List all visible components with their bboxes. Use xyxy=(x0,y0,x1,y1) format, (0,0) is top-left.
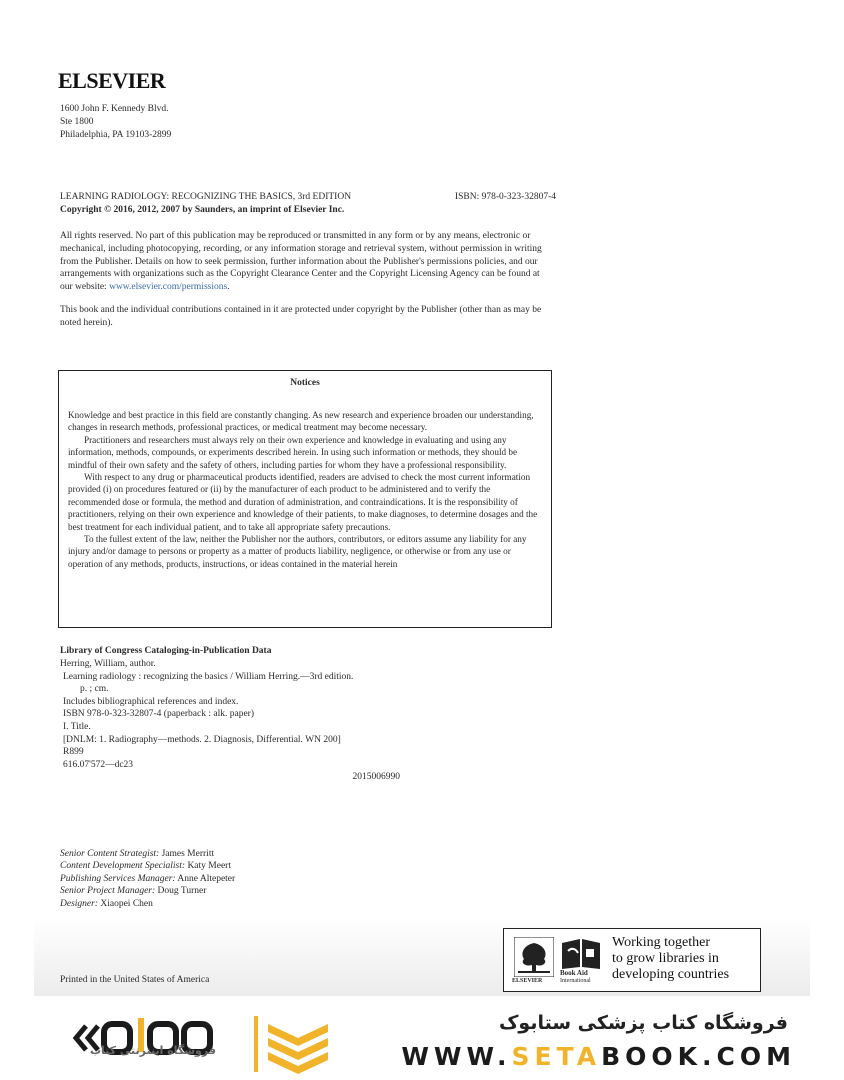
publisher-address xyxy=(60,103,171,142)
rights-tail: . xyxy=(227,282,230,293)
credit-name: Katy Meert xyxy=(187,861,231,872)
message-line: Working together xyxy=(612,935,711,950)
book-aid-logo-icon xyxy=(560,937,602,971)
credit-line xyxy=(60,898,235,910)
credit-role: Content Development Specialist: xyxy=(60,861,186,872)
cip-heading: Library of Congress Cataloging-in-Publication Data xyxy=(60,646,272,656)
credit-role: Designer: xyxy=(60,898,98,909)
rights-paragraph xyxy=(60,230,554,294)
credit-line xyxy=(60,885,235,897)
publisher-logo: ELSEVIER xyxy=(58,68,166,93)
credit-line xyxy=(60,860,235,872)
setabook-logo-subtitle: فروشگاه اینترنتی کتاب xyxy=(90,1044,216,1057)
permissions-link[interactable]: www.elsevier.com/permissions xyxy=(109,282,228,293)
message-line: to grow libraries in xyxy=(612,951,719,966)
store-watermark xyxy=(0,1000,844,1080)
url-prefix: WWW. xyxy=(401,1042,512,1071)
book-aid-message xyxy=(612,935,729,983)
notice-paragraph: Practitioners and researchers must always rely on their own experience and knowledge in evaluating and using any information, methods, compounds, or experiments described herein. In using such information or methods, they should be mindful of their own safety and the safety of others, including parties for whom they have a professional responsibility. xyxy=(68,434,518,470)
address-line: Ste 1800 xyxy=(60,117,94,127)
address-line: 1600 John F. Kennedy Blvd. xyxy=(60,104,169,114)
notices-box xyxy=(58,370,552,628)
cip-block xyxy=(60,658,400,784)
credit-role: Publishing Services Manager: xyxy=(60,873,176,884)
credit-role: Senior Project Manager: xyxy=(60,886,156,897)
copyright-line: Copyright © 2016, 2012, 2007 by Saunders, an imprint of Elsevier Inc. xyxy=(60,205,345,215)
book-aid-banner xyxy=(503,928,761,992)
url-suffix: BOOK.COM xyxy=(601,1042,796,1071)
book-aid-name: Book Aid xyxy=(560,969,588,977)
book-title: LEARNING RADIOLOGY: RECOGNIZING THE BASICS, 3rd EDITION xyxy=(60,192,352,202)
printed-in: Printed in the United States of America xyxy=(60,975,210,985)
cip-subject: I. Title. xyxy=(63,721,91,732)
elsevier-label: ELSEVIER xyxy=(512,978,543,984)
url-accent: SETA xyxy=(511,1042,602,1071)
book-title-line xyxy=(60,192,556,202)
store-name: فروشگاه کتاب پزشکی ستابوک xyxy=(498,1012,788,1034)
credits-block xyxy=(60,848,235,910)
cip-isbn: ISBN 978-0-323-32807-4 (paperback : alk. paper) xyxy=(63,709,254,720)
book-aid-label xyxy=(560,969,591,985)
book-isbn: ISBN: 978-0-323-32807-4 xyxy=(454,192,556,202)
address-line: Philadelphia, PA 19103-2899 xyxy=(60,130,172,140)
notice-paragraph: Knowledge and best practice in this field are constantly changing. As new research and experience broaden our understanding, changes in research methods, professional practices, or medical treatment may become necessary. xyxy=(68,410,534,433)
credit-line xyxy=(60,873,235,885)
cip-call-number: R899 xyxy=(63,747,84,758)
notice-paragraph: With respect to any drug or pharmaceutical products identified, readers are advised to check the most current information provided (i) on procedures featured or (ii) by the manufacturer of each product to be administered and to verify the recommended dose or formula, the method and duration of administration, and contraindications. It is the responsibility of practitioners, relying on their own experience and knowledge of their patients, to make diagnoses, to determine dosages and the best treatment for each individual patient, and to take all appropriate safety precautions. xyxy=(68,472,538,532)
store-url[interactable] xyxy=(401,1042,796,1071)
cip-title: Learning radiology : recognizing the basics / William Herring.—3rd edition. xyxy=(63,671,354,682)
message-line: developing countries xyxy=(612,967,730,982)
book-aid-sub: International xyxy=(560,978,591,984)
cip-note: Includes bibliographical references and index. xyxy=(63,696,239,707)
cip-pages: p. ; cm. xyxy=(80,684,109,695)
protection-paragraph: This book and the individual contributions contained in it are protected under copyright by the Publisher (other than as may be noted herein). xyxy=(60,305,542,328)
elsevier-tree-icon xyxy=(514,937,554,977)
credit-line xyxy=(60,848,235,860)
credit-name: Doug Turner xyxy=(157,886,207,897)
notices-title: Notices xyxy=(290,378,320,388)
credit-role: Senior Content Strategist: xyxy=(60,849,160,859)
rights-text: All rights reserved. No part of this publication may be reproduced or transmitted in any form or by any means, electronic or mechanical, including photocopying, recording, or any information storage and retrieval system, without permission in writing from the Publisher. Details on how to seek permission, further information about the Publisher's permissions policies, and our arrangements with organizations such as the Copyright Clearance Center and the Copyright Licensing Agency can be found at our website: xyxy=(60,231,542,293)
notices-body xyxy=(68,409,543,570)
credit-name: James Merritt xyxy=(161,849,215,859)
credit-name: Xiaopei Chen xyxy=(100,898,153,909)
notice-paragraph: To the fullest extent of the law, neither the Publisher nor the authors, contributors, or editors assume any liability for any injury and/or damage to persons or property as a matter of products liability, negligence, or otherwise or from any use or operation of any methods, products, instructions, or ideas contained in the material herein xyxy=(68,534,527,569)
cip-dnlm: [DNLM: 1. Radiography—methods. 2. Diagnosis, Differential. WN 200] xyxy=(63,734,341,745)
cip-author: Herring, William, author. xyxy=(60,659,156,669)
cip-lccn: 2015006990 xyxy=(352,772,400,783)
credit-name: Anne Altepeter xyxy=(177,873,236,884)
cip-dewey: 616.07'572—dc23 xyxy=(63,759,134,770)
